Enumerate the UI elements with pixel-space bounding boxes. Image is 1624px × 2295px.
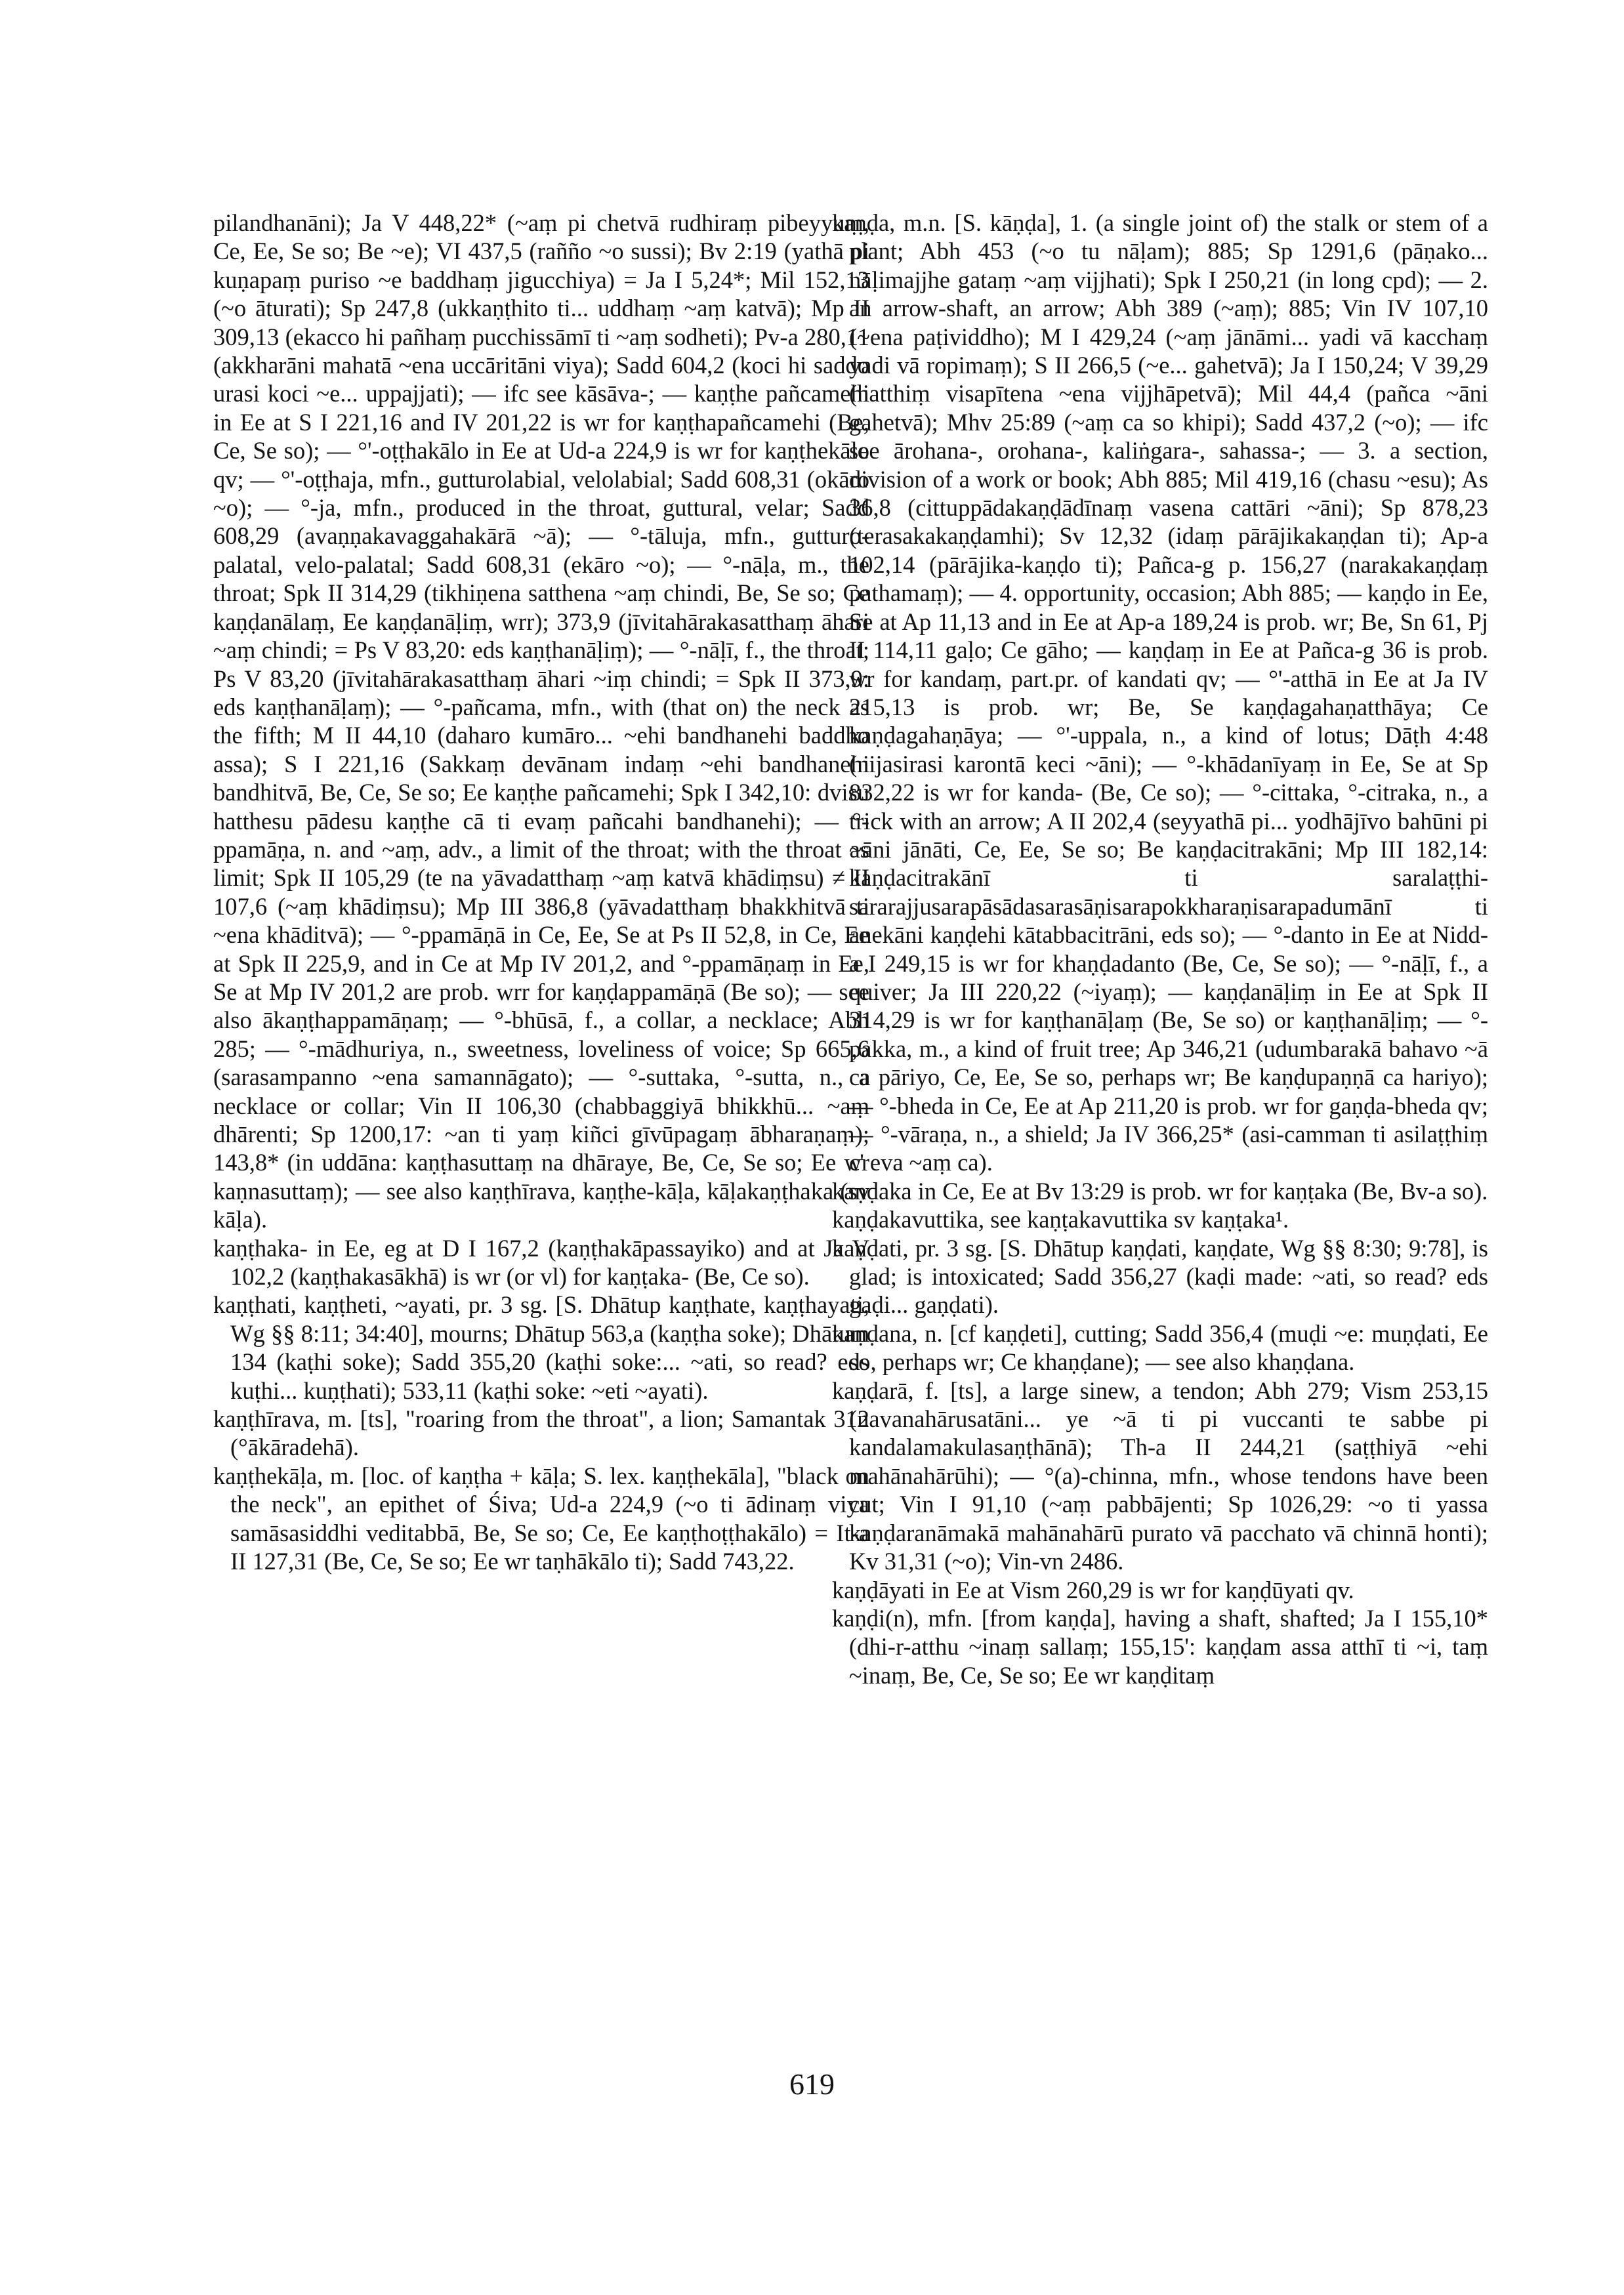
entry-kandati: kaṇḍati, pr. 3 sg. [S. Dhātup kaṇḍati, kaṇḍate, Wg §§ 8:30; 9:78], is glad; is intoxicated; Sadd 356,27 (kaḍi made: ~ati, so read? eds gaḍi... gaṇḍati). bbox=[832, 1234, 1488, 1319]
entry-kanthati: kaṇṭhati, kaṇṭheti, ~ayati, pr. 3 sg. [S. Dhātup kaṇṭhate, kaṇṭhayati, Wg §§ 8:11; 34:40], mourns; Dhātup 563,a (kaṇṭha soke); Dhātum 134 (kaṭhi soke); Sadd 355,20 (kaṭhi soke:... ~ati, so read? eds kuṭhi... kuṇṭhati); 533,11 (kaṭhi soke: ~eti ~ayati). bbox=[213, 1291, 869, 1404]
entry-kandin: kaṇḍi(n), mfn. [from kaṇḍa], having a shaft, shafted; Ja I 155,10* (dhi-r-atthu ~inaṃ sallaṃ; 155,15': kaṇḍam assa atthī ti ~i, taṃ ~inaṃ, Be, Ce, Se so; Ee wr kaṇḍitaṃ bbox=[832, 1604, 1488, 1689]
entry-kanthirava: kaṇṭhīrava, m. [ts], "roaring from the throat", a lion; Samantak 312 (°ākāradehā). bbox=[213, 1405, 869, 1461]
entry-kandayati: kaṇḍāyati in Ee at Vism 260,29 is wr for kaṇḍūyati qv. bbox=[832, 1576, 1354, 1603]
entry-kandara: kaṇḍarā, f. [ts], a large sinew, a tendon; Abh 279; Vism 253,15 (navanahārusatāni... ye ~ā ti pi vuccanti te sabbe pi kandalamakulasaṇṭhānā); Th-a II 244,21 (saṭṭhiyā ~ehi mahānahārūhi); — °(a)-chinna, mfn., whose tendons have been cut; Vin I 91,10 (~aṃ pabbājenti; Sp 1026,29: ~o ti yassa kaṇḍaranāmakā mahānahārū purato vā pacchato vā chinnā honti); Kv 31,31 (~o); Vin-vn 2486. bbox=[832, 1376, 1488, 1575]
entry-kandana: kaṇḍana, n. [cf kaṇḍeti], cutting; Sadd 356,4 (muḍi ~e: muṇḍati, Ee so, perhaps wr; Ce khaṇḍane); — see also khaṇḍana. bbox=[832, 1319, 1488, 1376]
entry-kandaka: kaṇḍaka in Ce, Ee at Bv 13:29 is prob. wr for kaṇṭaka (Be, Bv-a so). bbox=[832, 1177, 1488, 1205]
right-column bbox=[832, 209, 1488, 1689]
entry-continuation-kantha: pilandhanāni); Ja V 448,22* (~aṃ pi chetvā rudhiraṃ pibeyyuṃ, Ce, Ee, Se so; Be ~e); VI 437,5 (raññо ~o sussi); Bv 2:19 (yathā pi kuṇapaṃ puriso ~e baddhaṃ jigucchiya) = Ja I 5,24*; Mil 152,13 (~o āturati); Sp 247,8 (ukkaṇṭhito ti... uddhaṃ ~aṃ katvā); Mp II 309,13 (ekacco hi pañhaṃ pucchissāmī ti ~aṃ sodheti); Pv-a 280,11 (akkharāni mahatā ~ena uccāritāni viya); Sadd 604,2 (koci hi saddo urasi koci ~e... uppajjati); — ifc see kāsāva-; — kaṇṭhe pañcamehi in Ee at S I 221,16 and IV 201,22 is wr for kaṇṭhapañcamehi (Be, Ce, Se so); — °'-oṭṭhakālo in Ee at Ud-a 224,9 is wr for kaṇṭhekālo qv; — °'-oṭṭhaja, mfn., gutturolabial, velolabial; Sadd 608,31 (okāro ~o); — °-ja, mfn., produced in the throat, guttural, velar; Sadd 608,29 (avaṇṇakavaggahakārā ~ā); — °-tāluja, mfn., gutturo-palatal, velo-palatal; Sadd 608,31 (ekāro ~o); — °-nāḷa, m., the throat; Spk II 314,29 (tikhiṇena satthena ~aṃ chindi, Be, Se so; Ce kaṇḍanālaṃ, Ee kaṇḍanāḷiṃ, wrr); 373,9 (jīvitahārakasatthaṃ āhari ~aṃ chindi; = Ps V 83,20: eds kaṇṭhanāḷiṃ); — °-nāḷī, f., the throat; Ps V 83,20 (jīvitahārakasatthaṃ āhari ~iṃ chindi; = Spk II 373,9: eds kaṇṭhanāḷaṃ); — °-pañcama, mfn., with (that on) the neck as the fifth; M II 44,10 (daharo kumāro... ~ehi bandhanehi baddho assa); S I 221,16 (Sakkaṃ devānam indaṃ ~ehi bandhanehi bandhitvā, Be, Ce, Se so; Ee kaṇṭhe pañcamehi; Spk I 342,10: dvisu hatthesu pādesu kaṇṭhe cā ti evaṃ pañcahi bandhanehi); — °-ppamāṇa, n. and ~aṃ, adv., a limit of the throat; with the throat as limit; Spk II 105,29 (te na yāvadatthaṃ ~aṃ katvā khādiṃsu) ≠ II 107,6 (~aṃ khādiṃsu); Mp III 386,8 (yāvadatthaṃ bhakkhitvā ti ~ena khāditvā); — °-ppamāṇā in Ce, Ee, Se at Ps II 52,8, in Ce, Ee at Spk II 225,9, and in Ce at Mp IV 201,2, and °-ppamāṇaṃ in Ee, Se at Mp IV 201,2 are prob. wrr for kaṇḍappamāṇā (Be so); — see also ākaṇṭhappamāṇaṃ; — °-bhūsā, f., a collar, a necklace; Abh 285; — °-mādhuriya, n., sweetness, loveliness of voice; Sp 665,6 (sarasampanno ~ena samannāgato); — °-suttaka, °-sutta, n., a necklace or collar; Vin II 106,30 (chabbaggiyā bhikkhū... ~aṃ dhārenti; Sp 1200,17: ~an ti yaṃ kiñci gīvūpagaṃ ābharaṇaṃ); 143,8* (in uddāna: kaṇṭhasuttaṃ na dhāraye, Be, Ce, Se so; Ee wr kaṇnasuttaṃ); — see also kaṇṭhīrava, kaṇṭhe-kāḷa, kāḷakaṇṭhaka (sv kāḷa). bbox=[213, 209, 869, 1233]
entry-kanthekala: kaṇṭhekāḷa, m. [loc. of kaṇṭha + kāḷa; S. lex. kaṇṭhekāla], "black on the neck", an epithet of Śiva; Ud-a 224,9 (~o ti ādinaṃ viya samāsasiddhi veditabbā, Be, Se so; Ce, Ee kaṇṭhoṭṭhakālo) = It-a II 127,31 (Be, Ce, Se so; Ee wr taṇhākālo ti); Sadd 743,22. bbox=[213, 1462, 869, 1575]
left-column bbox=[213, 209, 869, 1576]
page-number: 619 bbox=[789, 2067, 835, 2101]
entry-kanda: kaṇḍa, m.n. [S. kāṇḍa], 1. (a single joint of) the stalk or stem of a plant; Abh 453 (~o tu nāḷam); 885; Sp 1291,6 (pāṇako... nāḷimajjhe gataṃ ~aṃ vijjhati); Spk I 250,21 (in long cpd); — 2. an arrow-shaft, an arrow; Abh 389 (~aṃ); 885; Vin IV 107,10 (~ena paṭividdho); M I 429,24 (~aṃ jānāmi... yadi vā kacchaṃ yadi vā ropimaṃ); S II 266,5 (~e... gahetvā); Ja I 150,24; V 39,29 (hatthiṃ visapītena ~ena vijjhāpetvā); Mil 44,4 (pañca ~āni gahetvā); Mhv 25:89 (~aṃ ca so khipi); Sadd 437,2 (~o); — ifc see ārohana-, orohana-, kaliṅgara-, sahassa-; — 3. a section, division of a work or book; Abh 885; Mil 419,16 (chasu ~esu); As 36,8 (cittuppādakaṇḍādīnaṃ vasena cattāri ~āni); Sp 878,23 (terasakakaṇḍamhi); Sv 12,32 (idaṃ pārājikakaṇḍan ti); Ap-a 102,14 (pārājika-kaṇḍo ti); Pañca-g p. 156,27 (narakakaṇḍaṃ pathamaṃ); — 4. opportunity, occasion; Abh 885; — kaṇḍo in Ee, Se at Ap 11,13 and in Ee at Ap-a 189,24 is prob. wr; Be, Sn 61, Pj II 114,11 gaḷo; Ce gāho; — kaṇḍaṃ in Ee at Pañca-g 36 is prob. wr for kandaṃ, part.pr. of kandati qv; — °'-atthā in Ee at Ja IV 215,13 is prob. wr; Be, Se kaṇḍagahaṇatthāya; Ce kaṇḍagahaṇāya; — °'-uppala, n., a kind of lotus; Dāṭh 4:48 (nijasirasi karontā keci ~āni); — °-khādanīyaṃ in Ee, Se at Sp 832,22 is wr for kanda- (Be, Ce so); — °-cittaka, °-citraka, n., a trick with an arrow; A II 202,4 (seyyathā pi... yodhājīvo bahūni pi ~āni jānāti, Ce, Ee, Se so; Be kaṇḍacitrakāni; Mp III 182,14: kaṇḍacitrakānī ti saralaṭṭhi-sararajjusarapāsādasarasāṇisarapokkharaṇisarapadumānī ti anekāni kaṇḍehi kātabbacitrāni, eds so); — °-danto in Ee at Nidd-a I 249,15 is wr for khaṇḍadanto (Be, Ce, Se so); — °-nāḷī, f., a quiver; Ja III 220,22 (~iyaṃ); — kaṇḍanāḷiṃ in Ee at Spk II 314,29 is wr for kaṇṭhanāḷaṃ (Be, Se so) or kaṇṭhanāḷiṃ; — °-pakka, m., a kind of fruit tree; Ap 346,21 (udumbarakā bahavo ~ā ca pāriyo, Ce, Ee, Se so, perhaps wr; Be kaṇḍupaṇṇā ca hariyo); — °-bheda in Ce, Ee at Ap 211,20 is prob. wr for gaṇḍa-bheda qv; — °-vāraṇa, n., a shield; Ja IV 366,25* (asi-camman ti asilaṭṭhiṃ c' eva ~aṃ ca). bbox=[832, 209, 1488, 1176]
entry-kanthaka: kaṇṭhaka- in Ee, eg at D I 167,2 (kaṇṭhakāpassayiko) and at Ja V 102,2 (kaṇṭhakasākhā) is wr (or vl) for kaṇṭaka- (Be, Ce so). bbox=[213, 1234, 869, 1291]
entry-kandakavuttika: kaṇḍakavuttika, see kaṇṭakavuttika sv kaṇṭaka¹. bbox=[832, 1206, 1289, 1233]
